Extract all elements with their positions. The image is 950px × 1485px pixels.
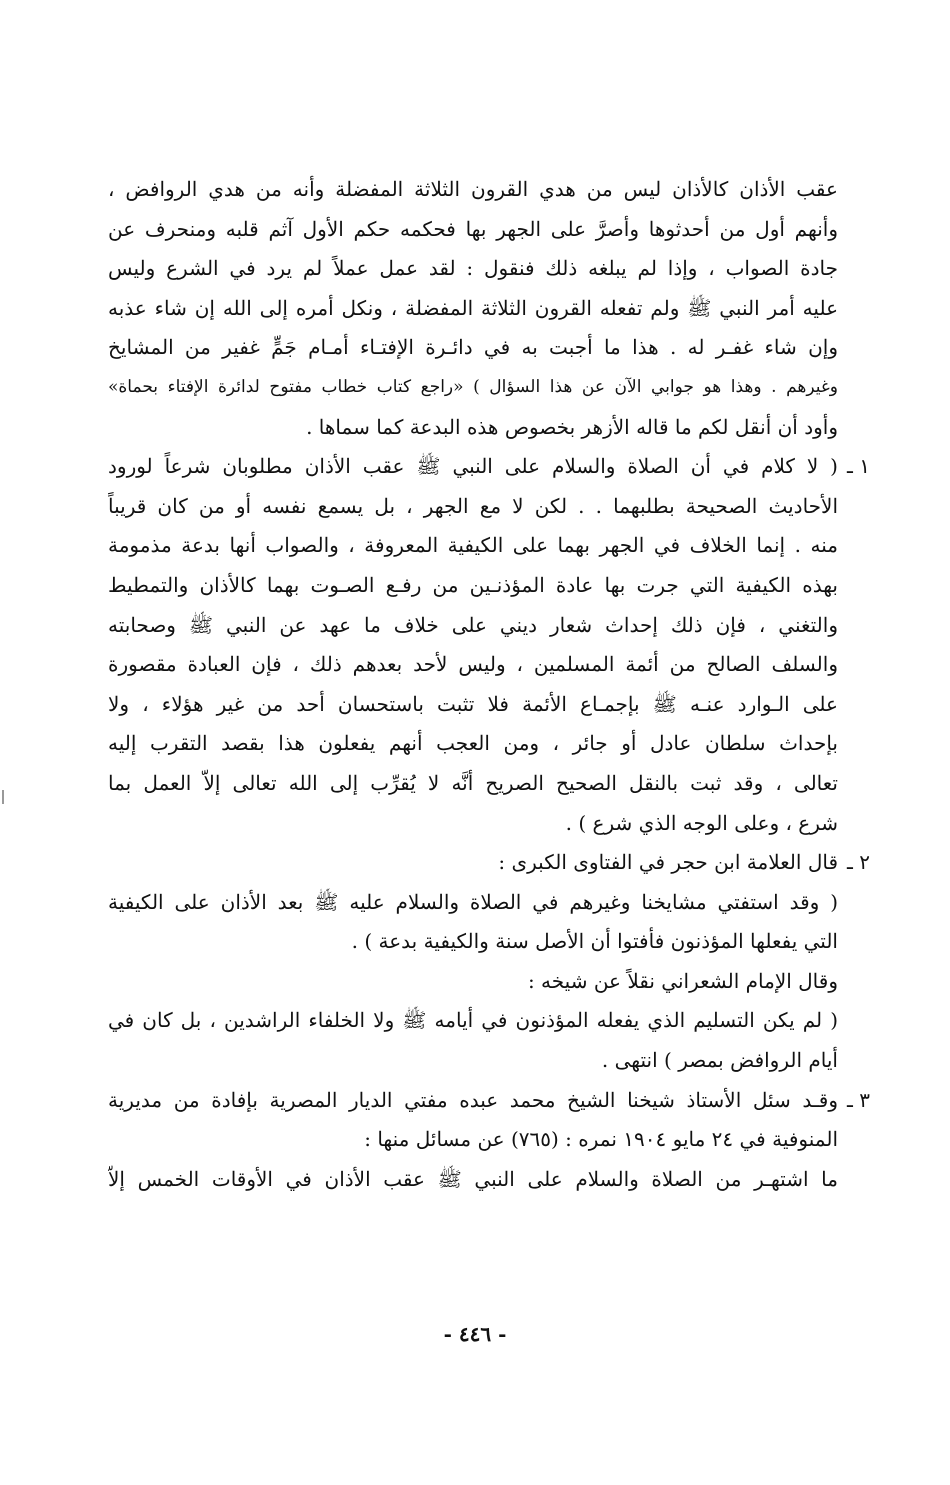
quote-line: أيام الروافض بمصر ) انتهى .: [601, 1048, 838, 1073]
text-line: بهذه الكيفية التي جرت بها عادة المؤذنـين من رفـع الصـوت بهما كالأذان والتمطيط: [108, 572, 838, 597]
quote-line: التي يفعلها المؤذنون فأفتوا أن الأصل سنة والكيفية بدعة ) .: [351, 929, 838, 954]
text-line: تعالى ، وقد ثبت بالنقل الصحيح الصريح أنَّه لا يُقرِّب إلى الله تعالى إلاّ العمل بما: [108, 770, 838, 795]
item-number: ٣ ـ: [847, 1087, 870, 1112]
text-line: ( لا كلام في أن الصلاة والسلام على النبي ﷺ عقب الأذان مطلوبان شرعاً لورود: [108, 454, 838, 479]
numbered-item-2: [108, 843, 870, 883]
text-line-with-reference: وغيرهم . وهذا هو جوابي الآن عن هذا السؤال ) «راجع كتاب خطاب مفتوح لدائرة الإفتاء بحماة»: [108, 376, 838, 397]
text-line: الأحاديث الصحيحة بطلبهما . . لكن لا مع الجهر ، بل يسمع نفسه أو من كان قريباً: [108, 493, 838, 518]
item-number: ١ ـ: [847, 454, 870, 479]
quote-line: ( لم يكن التسليم الذي يفعله المؤذنون في أيامه ﷺ ولا الخلفاء الراشدين ، بل كان في: [108, 1008, 838, 1033]
numbered-item-1: [108, 447, 870, 843]
text-line: المنوفية في ٢٤ مايو ١٩٠٤ نمره : (٧٦٥) عن مسائل منها :: [364, 1127, 838, 1152]
text-line: جادة الصواب ، وإذا لم يبلغه ذلك فنقول : لقد عمل عملاً لم يرد في الشرع وليس: [108, 256, 838, 281]
text-line: والتغني ، فإن ذلك إحداث شعار ديني على خلاف ما عهد عن النبي ﷺ وصحابته: [108, 612, 838, 637]
scan-margin-mark: [2, 790, 4, 804]
numbered-item-3: [108, 1081, 870, 1160]
text-line: وقال الإمام الشعراني نقلاً عن شيخه :: [527, 968, 838, 993]
text-line: قال العلامة ابن حجر في الفتاوى الكبرى :: [498, 850, 838, 875]
text-line: بإحداث سلطان عادل أو جائر ، ومن العجب أنهم يفعلون هذا بقصد التقرب إليه: [108, 731, 838, 756]
text-line: شرع ، وعلى الوجه الذي شرع ) .: [565, 810, 838, 835]
text-line: وقـد سئل الأستاذ شيخنا الشيخ محمد عبده مفتي الديار المصرية بإفادة من مديرية: [108, 1087, 838, 1112]
text-line: عليه أمر النبي ﷺ ولم تفعله القرون الثلاثة المفضلة ، ونكل أمره إلى الله إن شاء عذبه: [108, 295, 838, 320]
page-number: - ٤٤٦ -: [443, 1322, 507, 1346]
text-line: والسلف الصالح من أئمة المسلمين ، وليس لأحد بعدهم ذلك ، فإن العبادة مقصورة: [108, 652, 838, 677]
quote-line: ( وقد استفتي مشايخنا وغيرهم في الصلاة والسلام عليه ﷺ بعد الأذان على الكيفية: [108, 889, 838, 914]
text-line: وإن شاء غفـر له . هذا ما أجبت به في دائـرة الإفتـاء أمـام جَمٍّ غفير من المشايخ: [108, 335, 838, 360]
page-body: [108, 170, 870, 1199]
text-line: على الـوارد عنـه ﷺ بإجمـاع الأئمة فلا تثبت باستحسان أحد من غير هؤلاء ، ولا: [108, 691, 838, 716]
text-line: وأنهم أول من أحدثوها وأصرَّ على الجهر بها فحكمه حكم الأول آثم قلبه ومنحرف عن: [108, 216, 838, 241]
text-line: منه . إنما الخلاف في الجهر بهما على الكيفية المعروفة ، والصواب أنها بدعة مذمومة: [108, 533, 838, 558]
text-line: ما اشتهـر من الصلاة والسلام على النبي ﷺ عقب الأذان في الأوقات الخمس إلاّ: [108, 1166, 838, 1191]
item-number: ٢ ـ: [847, 850, 870, 875]
text-line: عقب الأذان كالأذان ليس من هدي القرون الثلاثة المفضلة وأنه من هدي الروافض ،: [108, 177, 838, 201]
text-line: وأود أن أنقل لكم ما قاله الأزهر بخصوص هذه البدعة كما سماها .: [306, 414, 838, 439]
